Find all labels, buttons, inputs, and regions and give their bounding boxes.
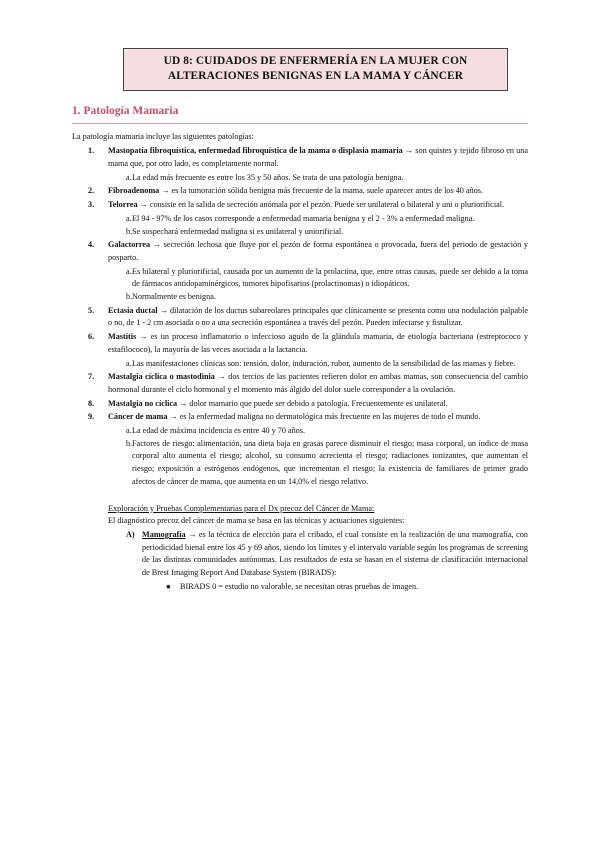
item-text: → es la enfermedad maligna no dermatológica más frecuente en las mujeres de todo el mundo. (167, 412, 481, 422)
sub-item-text: El 94 - 97% de los casos corresponde a enfermedad mamaria benigna y el 2 - 3% a enfermedad maligna. (132, 213, 475, 223)
item-term: Cáncer de mama (108, 412, 168, 422)
item-term: Mastalgia no cíclica (108, 398, 178, 408)
exploration-heading: Exploración y Pruebas Complementarias para el Dx precoz del Cáncer de Mama: (108, 503, 375, 513)
item-text: → dos tercios de las pacientes refieren dolor en ambas mamas, son consecuencia del cambio hormonal durante el ciclo hormonal y el momento más álgido del dolor suele corresponder a la ovulación. (108, 372, 528, 394)
item-term: Mastalgia cíclica o mastodinia (108, 372, 215, 382)
item-number: 3. (88, 200, 95, 210)
item-text: → dilatación de los ductus subareolares principales que clínicamente se presenta como una nodulación palpable o no, de 1 - 2 cm asociada o no a una secreción espontánea a través del pezón. Pueden infectarse y fistulizar. (108, 305, 528, 328)
sub-list-item (108, 226, 528, 239)
sub-item-text: Factores de riesgo: alimentación, una dieta baja en grasas parece disminuir el riesgo; masa corporal, un índice de masa corporal alto aumenta el riesgo; alcohol, su consumo acrecienta el riesgo; radiaciones ionizantes, que aumentan el riesgo; exposición a estrógenos endógenos, que incrementan el riesgo; la existencia de familiares de primer grado afectos de cáncer de mama, que aumenta en un 14,0% el riesgo relativo. (132, 438, 528, 486)
item-label: A) (126, 529, 135, 539)
sub-list (108, 266, 528, 304)
sub-item-letter: a. (126, 266, 132, 276)
birads-bullet (72, 581, 528, 594)
item-number: 6. (88, 332, 95, 342)
item-text: → es un proceso inflamatorio o infeccioso agudo de la glándula mamaria, de etiología bacteriana (estreptococo y estafilococo), la mayoría de las veces asociada a la lactancia. (108, 332, 528, 354)
sub-list-item (108, 425, 528, 438)
sub-item-letter: b. (126, 438, 133, 448)
sub-list (108, 358, 528, 371)
item-number: 5. (88, 305, 95, 315)
item-term: Ectasia ductal (108, 305, 158, 315)
pathology-list (72, 145, 528, 488)
item-text: → son quistes y tejido fibroso en una mama que, por otro lado, es completamente normal. (108, 146, 528, 168)
sub-item-letter: a. (126, 213, 132, 223)
sub-list-item (108, 438, 528, 489)
sub-list (108, 425, 528, 489)
list-item (72, 398, 528, 411)
sub-item-letter: b. (126, 292, 133, 302)
sub-list-item (108, 291, 528, 304)
item-text: → secreción lechosa que fluye por el pezón de forma espontánea o provocada, fuera del periodo de gestación y posparto. (108, 240, 528, 262)
item-text: → consiste en la salida de secreción anómala por el pezón. Puede ser unilateral o bilateral y uni o pluriorificial. (137, 200, 505, 210)
list-item (72, 145, 528, 184)
bullet-icon: ● (166, 581, 171, 591)
sub-list-item (108, 172, 528, 185)
mamografia-item (72, 529, 528, 580)
sub-item-text: La edad de máxima incidencia es entre 40 y 70 años. (132, 426, 306, 436)
item-text: → es la tumoración sólida benigna más frecuente de la mama, suele aparecer antes de los 40 años. (159, 186, 484, 196)
sub-list (108, 172, 528, 185)
list-item (72, 331, 528, 370)
sub-item-letter: a. (126, 172, 132, 182)
item-number: 4. (88, 240, 95, 250)
sub-item-text: Las manifestaciones clínicas son: tensión, dolor, induración, rubor, aumento de la sensibilidad de las mamas y fiebre. (132, 358, 516, 368)
sub-item-letter: b. (126, 226, 133, 236)
title-line-1: UD 8: CUIDADOS DE ENFERMERÍA EN LA MUJER CON (163, 55, 468, 67)
item-number: 9. (88, 412, 95, 422)
list-item (72, 371, 528, 396)
sub-item-text: Se sospechará enfermedad maligna si es unilateral y uniorificial. (132, 226, 344, 236)
title-line-2: ALTERACIONES BENIGNAS EN LA MAMA Y CÁNCER (167, 70, 464, 83)
exploration-intro: El diagnóstico precoz del cáncer de mama se basa en las técnicas y actuaciones siguientes: (108, 516, 405, 526)
item-term: Mastitis (108, 332, 137, 342)
sub-item-text: Es bilateral y pluriorificial, causada por un aumento de la prolactina, que, entre otras causas, puede ser debido a la toma de fármacos antidopaminérgicos, tumores hipofisarios (prolactinomas) o idiopáticos. (132, 266, 528, 289)
item-term: Fibroadenoma (108, 186, 160, 196)
sub-list (108, 213, 528, 238)
item-number: 7. (88, 372, 95, 382)
section-heading: 1. Patología Mamaria (72, 103, 528, 124)
item-text: → es la técnica de elección para el cribado, el cual consiste en la realización de una mamografía, con periodicidad bienal entre los 45 y 69 años, siendo los límites y el intervalo variable según los programas de screening de las distintas comunidades autónomas. Los resultados de esta se basan en el sistema de clasificación internacional de Brest Imaging Report And Database System (BIRADS): (142, 529, 528, 578)
section-intro: La patología mamaria incluye las siguientes patologías: (72, 131, 254, 141)
item-term: Mastopatía fibroquística, enfermedad fibroquística de la mama o displasia mamaria (108, 146, 403, 156)
sub-item-letter: a. (126, 358, 132, 368)
item-number: 8. (88, 398, 95, 408)
list-item (72, 411, 528, 488)
sub-list-item (108, 358, 528, 371)
item-term: Telorrea (108, 200, 138, 210)
sub-item-text: Normalmente es benigna. (132, 292, 216, 302)
list-item (72, 199, 528, 238)
list-item (72, 239, 528, 304)
bullet-text: BIRADS 0 = estudio no valorable, se necesitan otras pruebas de imagen. (180, 581, 419, 591)
document-title-box (123, 48, 508, 91)
sub-list-item (108, 213, 528, 226)
sub-list-item (108, 266, 528, 291)
list-item (72, 305, 528, 330)
item-term: Galactorrea (108, 240, 151, 250)
item-number: 1. (88, 146, 95, 156)
item-text: → dolor mamario que puede ser debido a patología. Frecuentemente es unilateral. (177, 398, 448, 408)
sub-item-text: La edad más frecuente es entre los 35 y 50 años. Se trata de una patología benigna. (132, 172, 404, 182)
list-item (72, 185, 528, 198)
sub-item-letter: a. (126, 426, 132, 436)
item-term: Mamografía (142, 529, 186, 539)
item-number: 2. (88, 186, 95, 196)
